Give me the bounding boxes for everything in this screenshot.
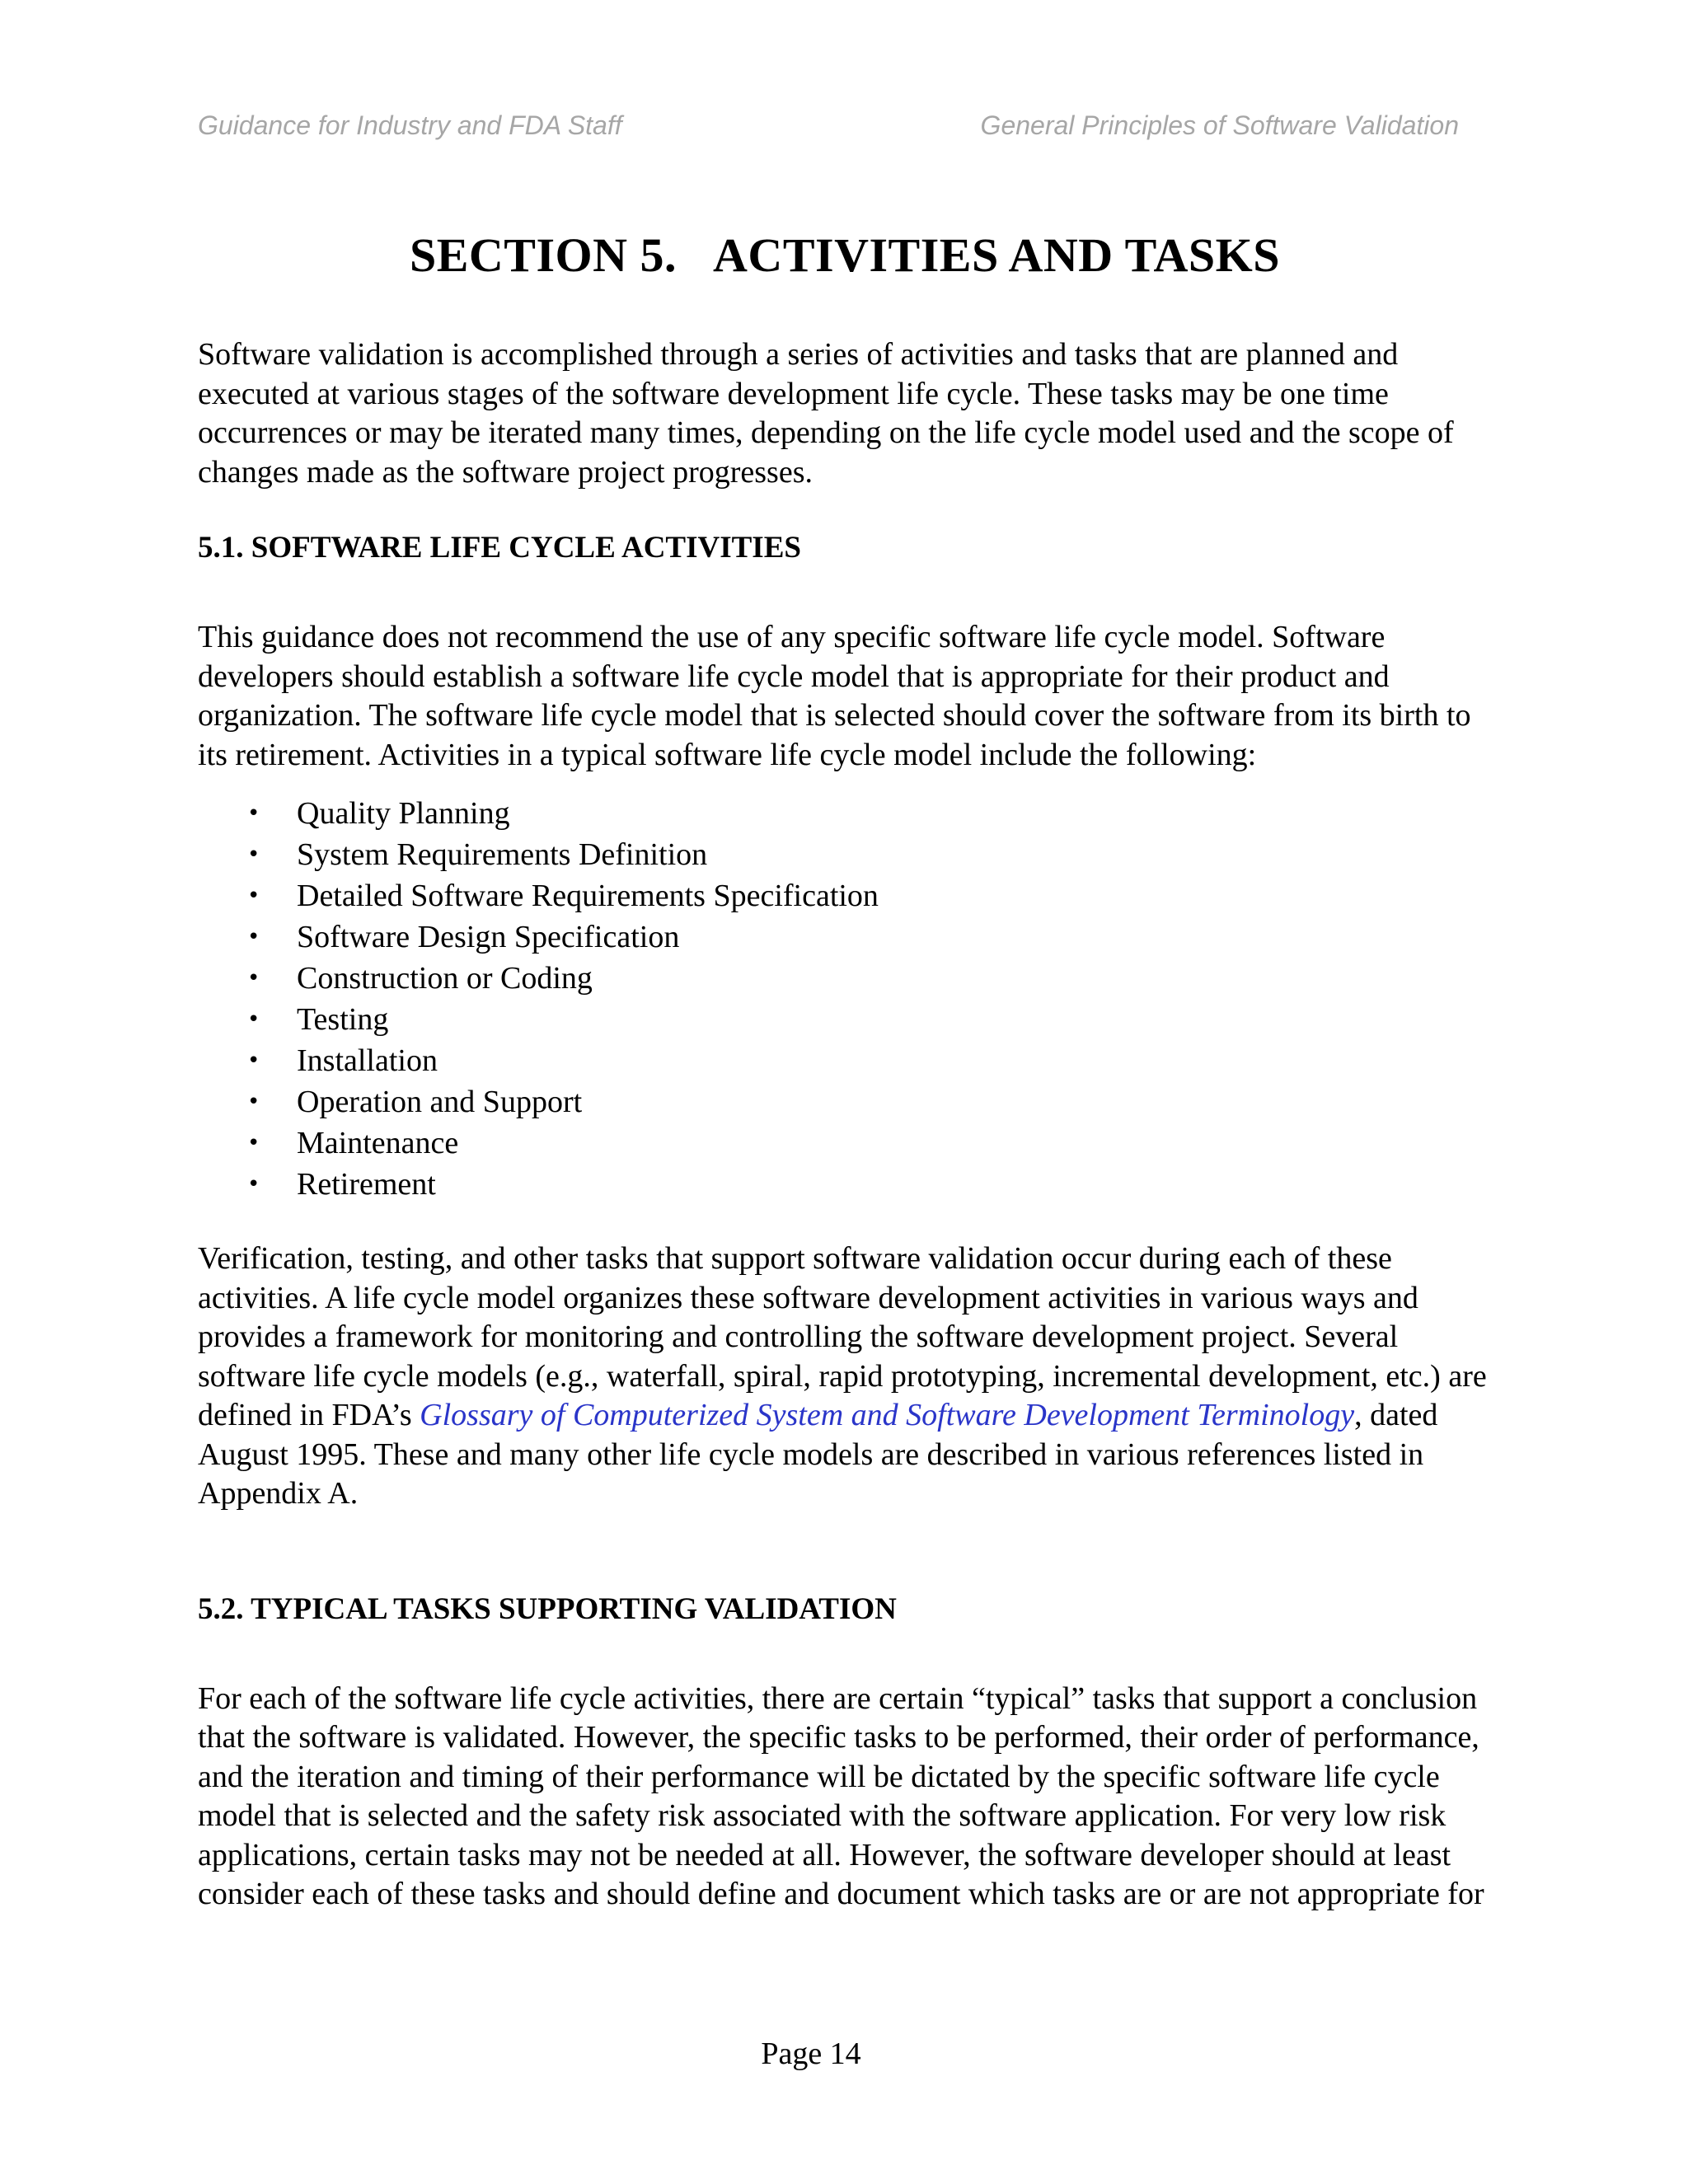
page-number: Page 14 [761, 2036, 861, 2071]
subsection-heading-5-1: 5.1. SOFTWARE LIFE CYCLE ACTIVITIES [198, 531, 801, 565]
list-item-label: Quality Planning [297, 796, 510, 831]
bullet-icon: • [247, 1172, 260, 1197]
paragraph-text-before-link: Verification, testing, and other tasks that support software validation occur during each of these activities. A life cycle model organizes these software development activities in various ways and provides a framework for monitoring and controlling the software development project. Several software life cycle models (e.g., waterfall, spiral, rapid prototyping, incremental development, etc.) are defined in FDA’s [198, 1241, 1487, 1432]
header-document-title: General Principles of Software Validation [980, 110, 1459, 140]
list-item-label: Retirement [297, 1167, 436, 1202]
list-item-label: Installation [297, 1043, 438, 1078]
bullet-icon: • [247, 1048, 260, 1073]
header-document-type: Guidance for Industry and FDA Staff [198, 110, 622, 140]
section-title [198, 227, 1492, 284]
list-item-label: Operation and Support [297, 1085, 583, 1119]
list-item [198, 1122, 1492, 1164]
section-number: SECTION 5. [409, 228, 678, 282]
subsection-heading-5-2: 5.2. TYPICAL TASKS SUPPORTING VALIDATION [198, 1591, 897, 1626]
bullet-icon: • [247, 1007, 260, 1032]
bullet-icon: • [247, 801, 260, 826]
subsection-5-1-paragraph-2 [198, 1240, 1492, 1514]
activities-list [198, 793, 1492, 1205]
list-item-label: Detailed Software Requirements Specification [297, 879, 879, 913]
list-item [198, 916, 1492, 958]
list-item [198, 1040, 1492, 1081]
section-title-text: ACTIVITIES AND TASKS [713, 228, 1281, 282]
list-item [198, 875, 1492, 916]
bullet-icon: • [247, 842, 260, 867]
glossary-reference-link[interactable]: Glossary of Computerized System and Software Development Terminology [420, 1398, 1355, 1432]
list-item-label: Construction or Coding [297, 961, 593, 996]
list-item [198, 999, 1492, 1040]
bullet-icon: • [247, 1090, 260, 1114]
bullet-icon: • [247, 966, 260, 991]
list-item [198, 1164, 1492, 1205]
subsection-5-1-paragraph-1: This guidance does not recommend the use of any specific software life cycle model. Software developers should establish a software life cycle model that is appropriate for their product and organization. The software life cycle model that is selected should cover the software from its birth to its retirement. Activities in a typical software life cycle model include the following: [198, 620, 1471, 772]
bullet-icon: • [247, 1131, 260, 1155]
list-item [198, 834, 1492, 875]
paragraph-text-after-link: , dated August 1995. These and many other life cycle models are described in various references listed in Appendix A. [198, 1398, 1438, 1511]
running-header [198, 110, 1459, 143]
section-intro-paragraph: Software validation is accomplished through a series of activities and tasks that are planned and executed at various stages of the software development life cycle. These tasks may be one time occurrences or may be iterated many times, depending on the life cycle model used and the scope of changes made as the software project progresses. [198, 337, 1454, 490]
list-item [198, 958, 1492, 999]
list-item-label: System Requirements Definition [297, 837, 708, 872]
list-item-label: Testing [297, 1002, 389, 1037]
subsection-5-2-paragraph-1: For each of the software life cycle activities, there are certain “typical” tasks that support a conclusion that the software is validated. However, the specific tasks to be performed, their order of performance, and the iteration and timing of their performance will be dictated by the specific software life cycle model that is selected and the safety risk associated with the software application. For very low risk applications, certain tasks may not be needed at all. However, the software developer should at least consider each of these tasks and should define and document which tasks are or are not appropriate for [198, 1680, 1484, 1911]
list-item [198, 1081, 1492, 1122]
list-item-label: Software Design Specification [297, 920, 680, 954]
bullet-icon: • [247, 883, 260, 908]
list-item-label: Maintenance [297, 1126, 459, 1160]
document-body [198, 227, 1492, 1915]
bullet-icon: • [247, 925, 260, 949]
list-item [198, 793, 1492, 834]
